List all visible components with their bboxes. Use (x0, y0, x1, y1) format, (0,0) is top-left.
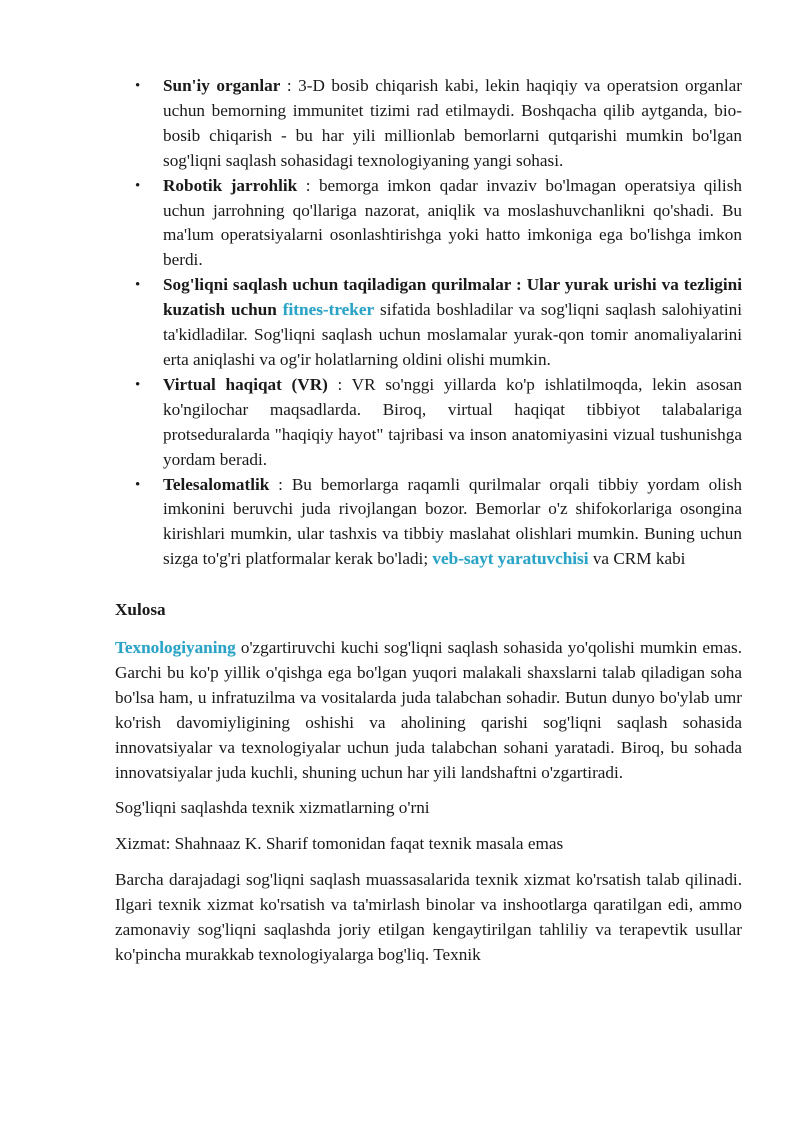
technology-link[interactable]: Texnologiyaning (115, 638, 236, 658)
conclusion-text: o'zgartiruvchi kuchi sog'liqni saqlash sohasida yo'qolishi mumkin emas. Garchi bu ko'p yillik o'qishga ega bo'lgan yuqori malakali shaxslarni talab qiladigan soha bo'lsa ham, u infratuzilma va vositalarda juda talabchan sohadir. Butun dunyo bo'ylab umr ko'rish davomiyligining oshishi va aholining qarishi sog'liqni saqlash sohasida innovatsiyalar va texnologiyalar uchun juda talabchan sohani yaratadi. Biroq, bu sohada innovatsiyalar juda kuchli, shuning uchun har yili landshaftni o'zgartiradi. (115, 638, 743, 782)
list-item (115, 273, 742, 373)
term-separator: : (327, 374, 352, 394)
article-byline: Xizmat: Shahnaaz K. Sharif tomonidan faqat texnik masala emas (115, 834, 564, 854)
list-item-term: Sun'iy organlar (163, 76, 281, 95)
list-item-term: Robotik jarrohlik (163, 175, 298, 195)
list-item-text: bemorga imkon qadar invaziv bo'lmagan operatsiya qilish uchun jarrohning qo'llariga nazorat, aniqlik va moslashuvchanlikni qo'shadi. Bu ma'lum operatsiyalarni osonlashtirishga yoki hatto imkoniga ega bo'lishga imkon berdi. (163, 175, 742, 270)
list-item-text: sifatida boshladilar va sog'liqni saqlash salohiyatini ta'kidladilar. Sog'liqni saqlash uchun moslamalar yurak-qon tomir anomaliyalarini erta aniqlashi va og'ir holatlarning oldini olishi mumkin. (163, 300, 743, 369)
document-page (115, 74, 742, 968)
technology-list (115, 74, 742, 572)
term-separator: : (280, 76, 299, 95)
article-title: Sog'liqni saqlashda texnik xizmatlarning o'rni (115, 798, 430, 818)
list-item (115, 174, 742, 274)
fitness-tracker-link[interactable]: fitnes-treker (282, 300, 375, 320)
list-item-text: VR so'nggi yillarda ko'p ishlatilmoqda, lekin asosan ko'ngilochar maqsadlarda. Biroq, virtual haqiqat tibbiyot talabalariga protseduralarda "haqiqiy hayot" tajribasi va inson anatomiyasini vizual tushunishga yordam beradi. (163, 374, 742, 469)
list-item-tail: va CRM kabi (592, 549, 686, 569)
list-item-term: Virtual haqiqat (VR) (163, 374, 328, 394)
body-paragraph: Barcha darajadagi sog'liqni saqlash muassasalarida texnik xizmat ko'rsatish talab qilinadi. Ilgari texnik xizmat ko'rsatish va ta'mirlash binolar va inshootlarga qaratilgan edi, ammo zamonaviy sog'liqni saqlashda joriy etilgan kengaytirilgan tahliliy va terapevtik usullar ko'pincha murakkab texnologiyalarga bog'liq. Texnik (115, 870, 742, 964)
list-item (115, 74, 742, 174)
list-item-term: Sog'liqni saqlash uchun taqiladigan qurilmalar : Ular yurak urishi va tezligini kuzatish uchun (163, 275, 742, 320)
list-item-text: 3-D bosib chiqarish kabi, lekin haqiqiy va operatsion organlar uchun bemorning immunitet tizimi rad etilmaydi. Boshqacha qilib aytganda, bio-bosib chiqarish - bu har yili millionlab bemorlarni qutqarishi mumkin bo'lgan sog'liqni saqlash sohasidagi texnologiyaning yangi sohasi. (163, 76, 742, 170)
list-item (115, 373, 742, 473)
website-builder-link[interactable]: veb-sayt yaratuvchisi (432, 549, 589, 569)
conclusion-heading: Xulosa (115, 600, 166, 620)
term-separator: : (269, 474, 292, 494)
conclusion-paragraph (115, 636, 742, 785)
list-item-text: Bu bemorlarga raqamli qurilmalar orqali tibbiy yordam olish imkonini beruvchi juda rivojlangan bozor. Bemorlar o'z shifokorlariga osongina kirishlari mumkin, ular tashxis va tibbiy maslahat olishlari mumkin. Buning uchun sizga to'g'ri platformalar kerak bo'ladi; (163, 474, 742, 569)
list-item-term: Telesalomatlik (163, 474, 270, 494)
list-item (115, 473, 742, 573)
term-separator: : (297, 175, 319, 195)
